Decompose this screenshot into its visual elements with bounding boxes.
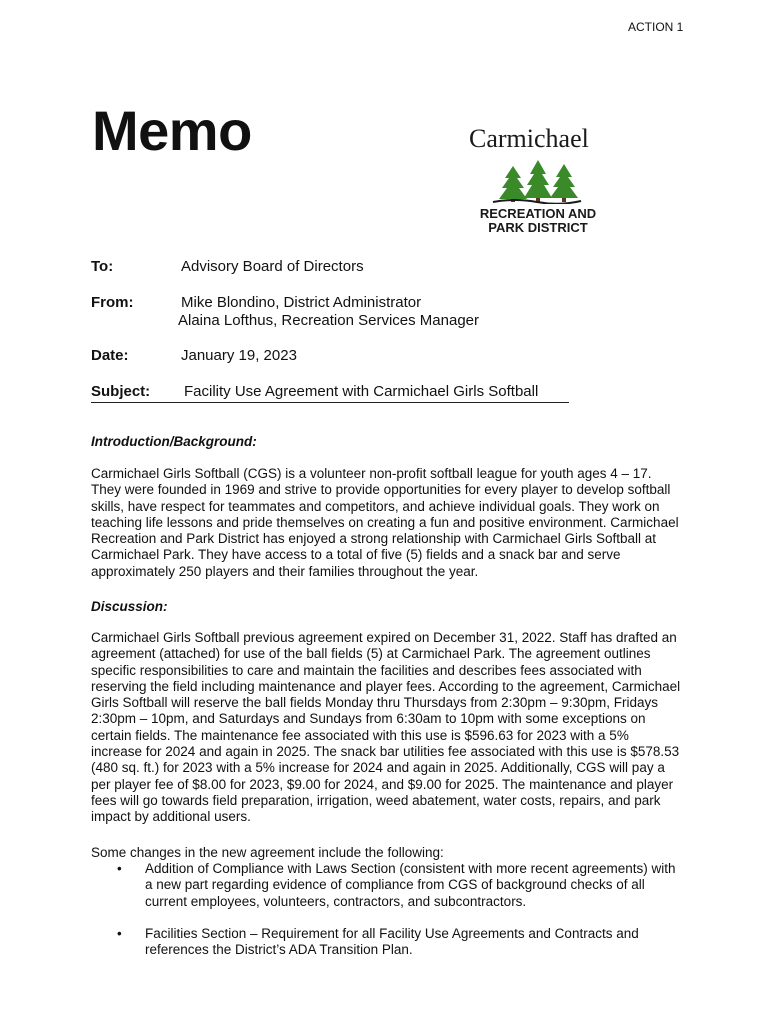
list-item-text: Addition of Compliance with Laws Section (consistent with more recent agreements) with a new part regarding evidence of compliance from CGS of background checks of all current employees, volunteers, contractors, and subcontractors. <box>145 861 676 909</box>
action-label: ACTION 1 <box>628 20 684 34</box>
tree-left <box>499 166 527 199</box>
to-value: Advisory Board of Directors <box>181 258 364 275</box>
district-logo <box>463 120 613 238</box>
subject-label: Subject: <box>91 383 151 400</box>
trunk-right <box>562 198 566 202</box>
from-value-1: Mike Blondino, District Administrator <box>181 294 422 311</box>
changes-intro: Some changes in the new agreement include the following: <box>91 845 444 860</box>
subject-value: Facility Use Agreement with Carmichael Girls Softball <box>184 383 539 400</box>
from-value-2: Alaina Lofthus, Recreation Services Manager <box>178 312 479 329</box>
trees-icon <box>485 158 585 204</box>
list-item <box>91 926 683 959</box>
changes-list <box>91 861 683 958</box>
from-label: From: <box>91 294 134 311</box>
date-label: Date: <box>91 347 129 364</box>
list-item <box>91 861 683 910</box>
intro-heading: Introduction/Background: <box>91 434 257 449</box>
bullet-icon: • <box>117 925 122 941</box>
header-divider <box>91 402 569 403</box>
discussion-heading: Discussion: <box>91 599 168 614</box>
to-label: To: <box>91 258 114 275</box>
list-item-text: Facilities Section – Requirement for all Facility Use Agreements and Contracts and references the District’s ADA Transition Plan. <box>145 925 639 958</box>
intro-paragraph: Carmichael Girls Softball (CGS) is a volunteer non-profit softball league for youth ages 4 – 17. They were founded in 1969 and strive to provide opportunities for every player to develop softball skills, have respect for teammates and competitors, and achieve individual goals. They work on teaching life lessons and pride themselves on creating a fun and positive environment. Carmichael Recreation and Park District has enjoyed a strong relationship with Carmichael Girls Softball at Carmichael Park. They have access to a total of five (5) fields and a snack bar and serve approximately 250 players and their families throughout the year. <box>91 466 679 579</box>
discussion-paragraph: Carmichael Girls Softball previous agreement expired on December 31, 2022. Staff has drafted an agreement (attached) for use of the ball fields (5) at Carmichael Park. The agreement outlines specific responsibilities to care and maintain the facilities and describes fees associated with reserving the field including maintenance and player fees. According to the agreement, Carmichael Girls Softball will reserve the ball fields Monday thru Thursdays from 2:30pm – 9:30pm, Fridays 2:30pm – 10pm, and Saturdays and Sundays from 6:30am to 10pm with some exceptions on certain fields. The maintenance fee associated with this use is $596.63 for 2023 with a 5% increase for 2024 and again in 2025. The snack bar utilities fee associated with this use is $578.53 (480 sq. ft.) for 2023 with a 5% increase for 2024 and again in 2025. Additionally, CGS will pay a per player fee of $8.00 for 2023, $9.00 for 2024, and $9.00 for 2025. The maintenance and player fees will go towards field preparation, irrigation, weed abatement, water costs, repairs, and park impact by additional users. <box>91 630 681 825</box>
logo-line-2: PARK DISTRICT <box>488 220 588 235</box>
logo-line-1: RECREATION AND <box>479 206 597 221</box>
logo-name: Carmichael <box>469 124 589 153</box>
date-value: January 19, 2023 <box>181 347 297 364</box>
memo-title: Memo <box>92 99 252 162</box>
tree-right <box>550 164 578 198</box>
bullet-icon: • <box>117 861 122 876</box>
tree-center <box>524 160 552 198</box>
